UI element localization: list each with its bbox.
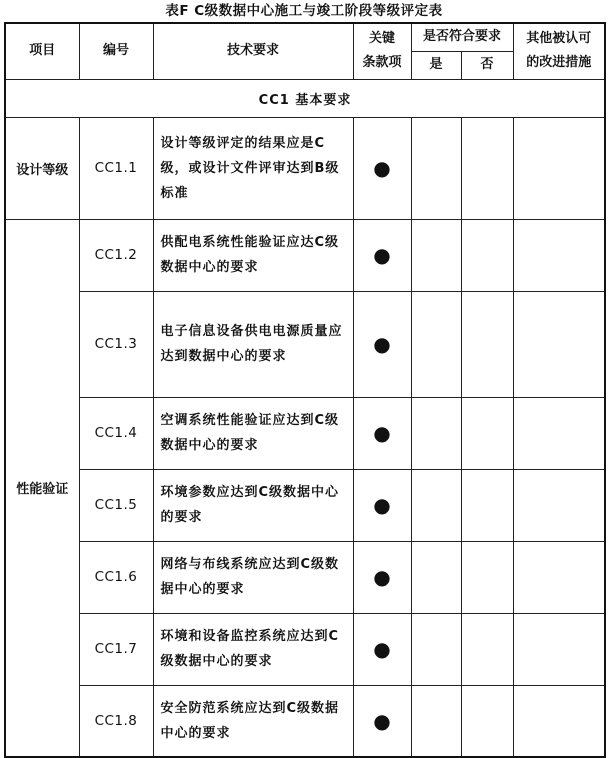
- code-cell: CC1.6: [79, 541, 153, 613]
- header-code: 编号: [79, 23, 153, 79]
- table-row: [5, 541, 605, 613]
- table-row: [5, 219, 605, 291]
- code-cell: CC1.1: [79, 117, 153, 219]
- key-clause-mark: ●: [353, 397, 411, 469]
- header-yes: 是: [411, 51, 461, 79]
- yes-cell[interactable]: [411, 397, 461, 469]
- yes-cell[interactable]: [411, 219, 461, 291]
- key-clause-mark: ●: [353, 291, 411, 397]
- table-title: 表F C级数据中心施工与竣工阶段等级评定表: [165, 3, 443, 19]
- key-clause-mark: ●: [353, 685, 411, 757]
- code-cell: CC1.5: [79, 469, 153, 541]
- other-measure-cell[interactable]: [513, 117, 605, 219]
- yes-cell[interactable]: [411, 117, 461, 219]
- code-cell: CC1.4: [79, 397, 153, 469]
- other-measure-cell[interactable]: [513, 291, 605, 397]
- key-clause-mark: ●: [353, 219, 411, 291]
- other-measure-cell[interactable]: [513, 613, 605, 685]
- code-cell: CC1.8: [79, 685, 153, 757]
- header-row-1: [5, 23, 605, 51]
- header-key-line1: 关键: [368, 31, 395, 47]
- yes-cell[interactable]: [411, 541, 461, 613]
- other-measure-cell[interactable]: [513, 469, 605, 541]
- requirement-cell: 供配电系统性能验证应达C级数据中心的要求: [153, 219, 353, 291]
- no-cell[interactable]: [461, 541, 513, 613]
- item-cell-design-level: 设计等级: [5, 117, 79, 219]
- group-label: CC1 基本要求: [5, 79, 605, 117]
- header-key-clause: [353, 23, 411, 79]
- requirement-cell: 环境和设备监控系统应达到C级数据中心的要求: [153, 613, 353, 685]
- header-requirement: 技术要求: [153, 23, 353, 79]
- table-row: [5, 469, 605, 541]
- header-no: 否: [461, 51, 513, 79]
- yes-cell[interactable]: [411, 613, 461, 685]
- other-measure-cell[interactable]: [513, 219, 605, 291]
- code-cell: CC1.7: [79, 613, 153, 685]
- other-measure-cell[interactable]: [513, 541, 605, 613]
- item-cell-performance: 性能验证: [5, 219, 79, 757]
- header-item: 项目: [5, 23, 79, 79]
- header-key-line2: 条款项: [362, 55, 402, 71]
- table-row: [5, 291, 605, 397]
- table-row: [5, 685, 605, 757]
- group-row: [5, 79, 605, 117]
- no-cell[interactable]: [461, 117, 513, 219]
- requirement-cell: 网络与布线系统应达到C级数据中心的要求: [153, 541, 353, 613]
- no-cell[interactable]: [461, 613, 513, 685]
- table-row: [5, 117, 605, 219]
- key-clause-mark: ●: [353, 469, 411, 541]
- key-clause-mark: ●: [353, 541, 411, 613]
- requirement-cell: 安全防范系统应达到C级数据中心的要求: [153, 685, 353, 757]
- no-cell[interactable]: [461, 397, 513, 469]
- other-measure-cell[interactable]: [513, 397, 605, 469]
- requirement-cell: 空调系统性能验证应达到C级数据中心的要求: [153, 397, 353, 469]
- code-cell: CC1.2: [79, 219, 153, 291]
- header-other: [513, 23, 605, 79]
- requirement-cell: 环境参数应达到C级数据中心的要求: [153, 469, 353, 541]
- requirement-cell: 电子信息设备供电电源质量应达到数据中心的要求: [153, 291, 353, 397]
- key-clause-mark: ●: [353, 117, 411, 219]
- requirement-cell: 设计等级评定的结果应是C级，或设计文件评审达到B级标准: [153, 117, 353, 219]
- yes-cell[interactable]: [411, 685, 461, 757]
- yes-cell[interactable]: [411, 291, 461, 397]
- yes-cell[interactable]: [411, 469, 461, 541]
- header-conform: 是否符合要求: [411, 23, 513, 51]
- table-row: [5, 613, 605, 685]
- key-clause-mark: ●: [353, 613, 411, 685]
- no-cell[interactable]: [461, 291, 513, 397]
- evaluation-table: [4, 22, 606, 758]
- code-cell: CC1.3: [79, 291, 153, 397]
- no-cell[interactable]: [461, 685, 513, 757]
- table-row: [5, 397, 605, 469]
- header-other-line1: 其他被认可: [526, 31, 592, 47]
- other-measure-cell[interactable]: [513, 685, 605, 757]
- no-cell[interactable]: [461, 219, 513, 291]
- no-cell[interactable]: [461, 469, 513, 541]
- header-other-line2: 的改进措施: [526, 55, 592, 71]
